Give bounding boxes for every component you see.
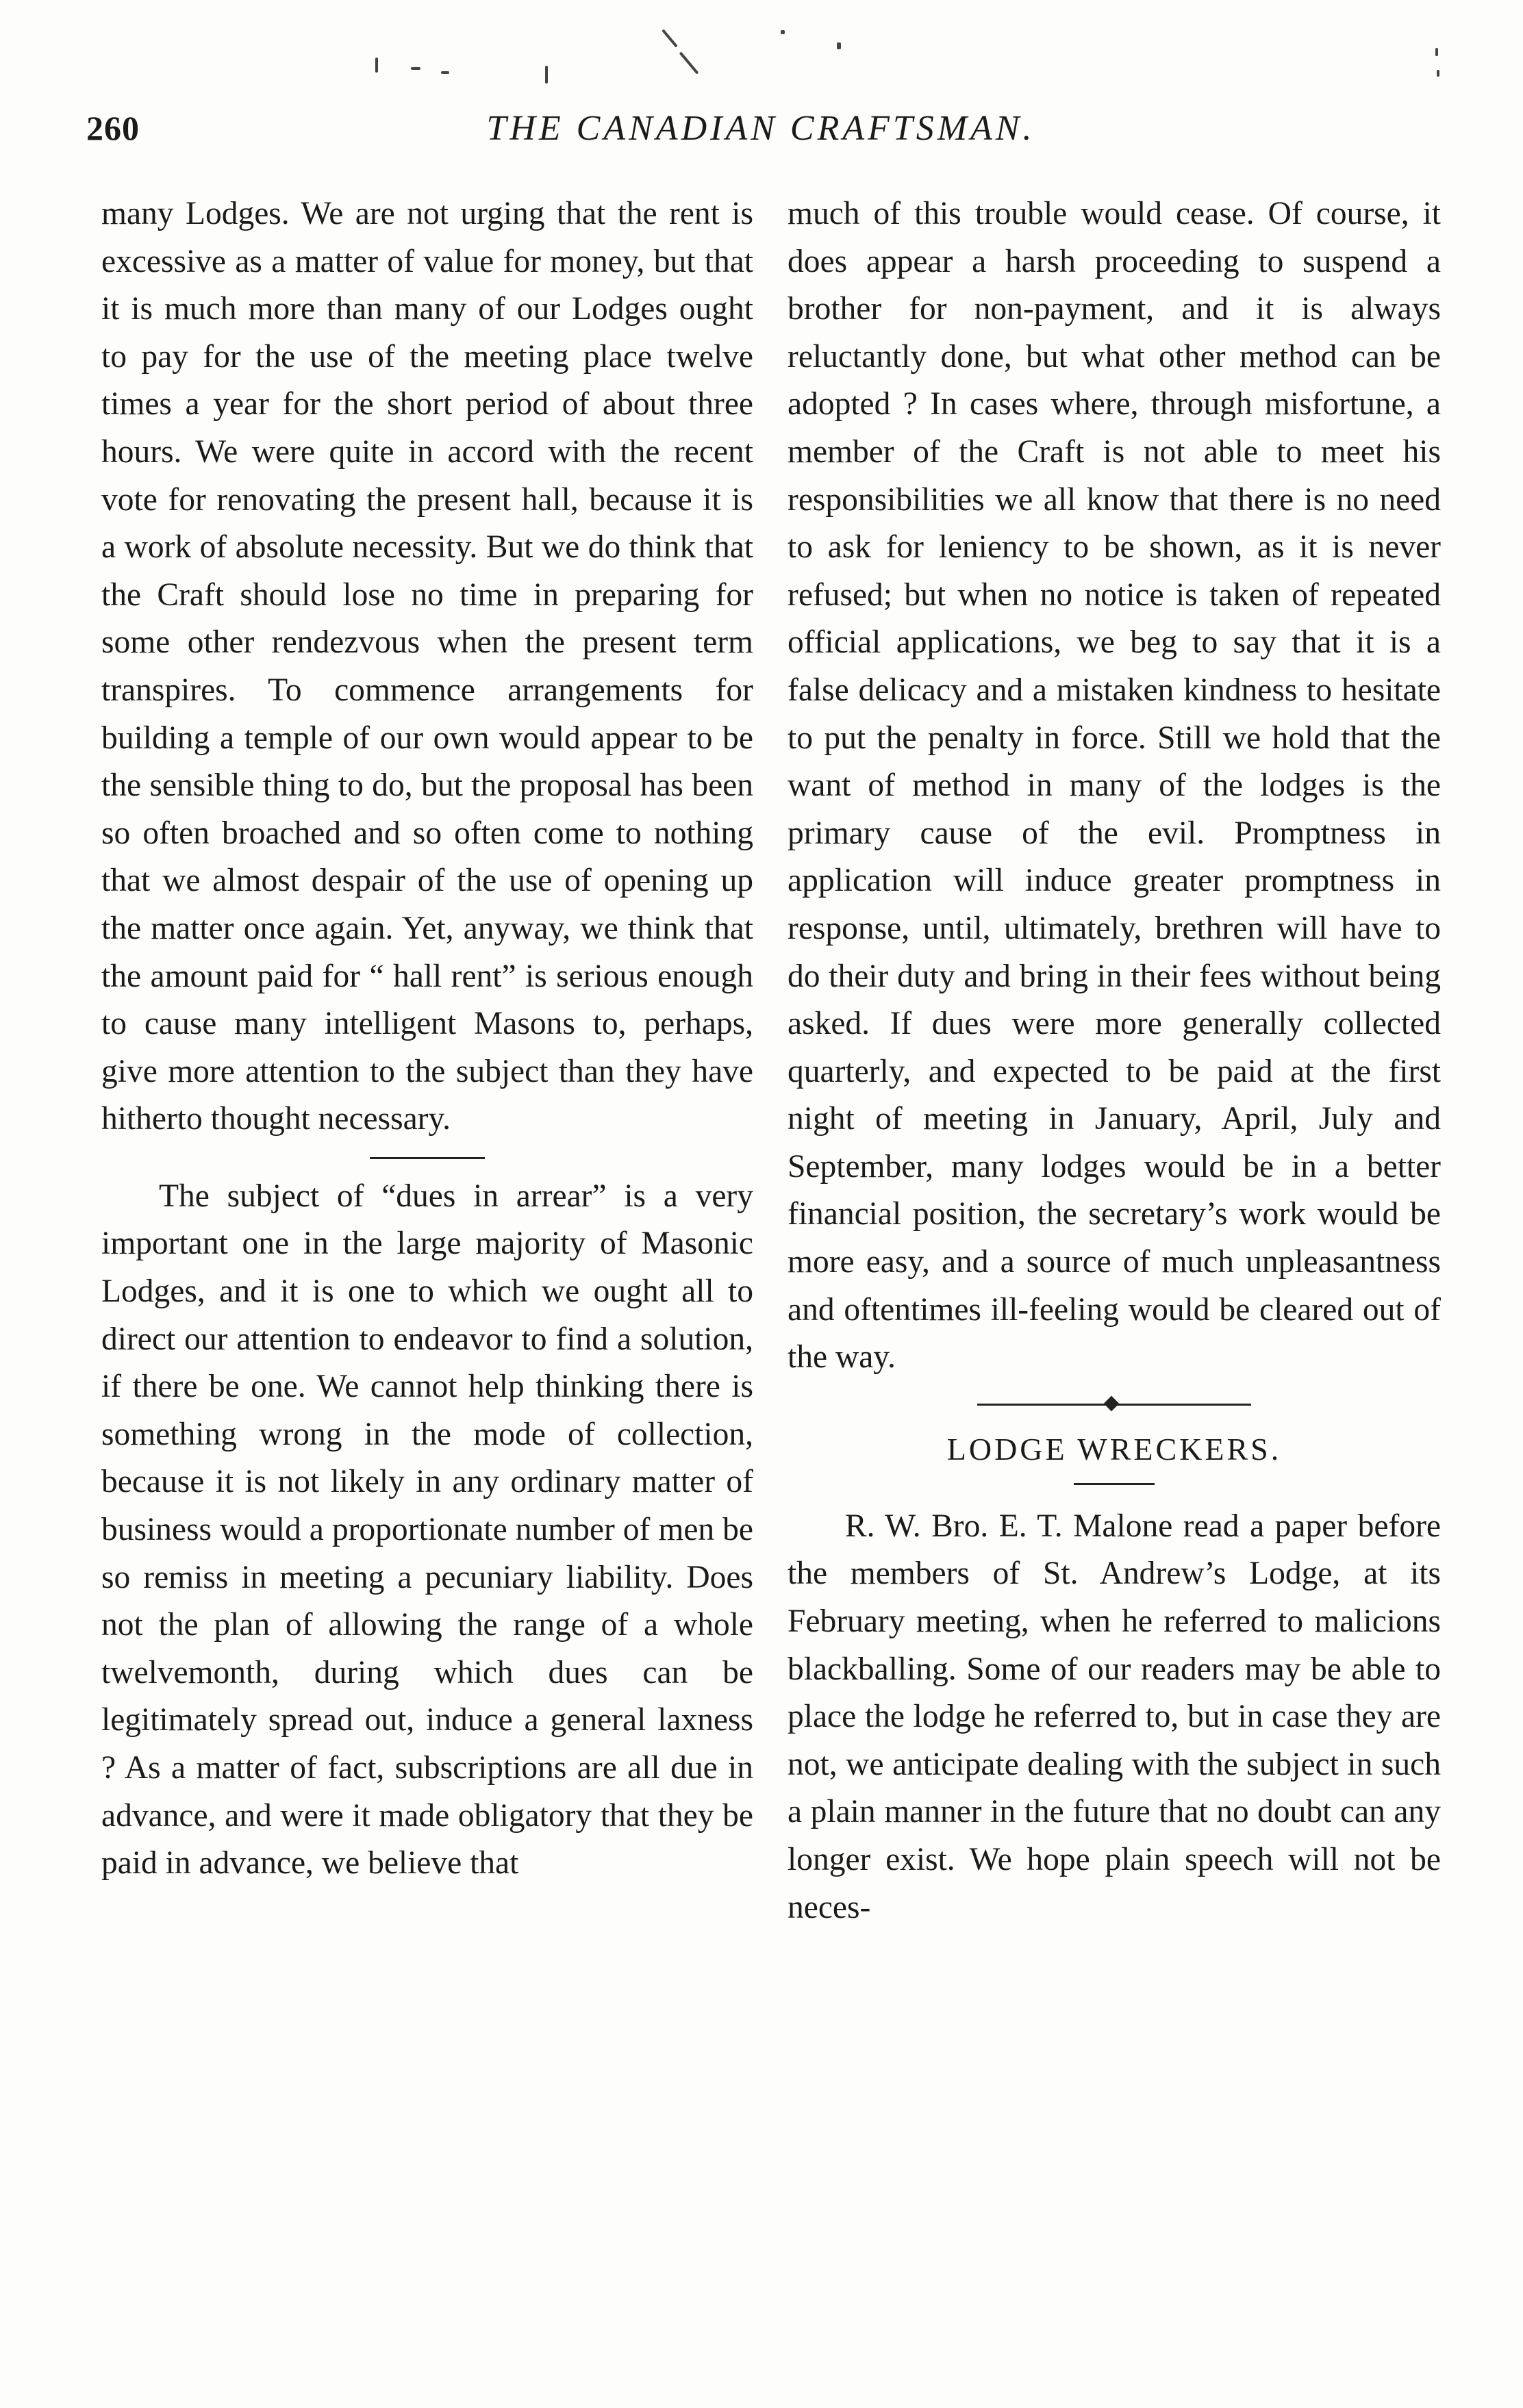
dues-continuation-paragraph: much of this trouble would cease. Of course, it does appear a harsh proceeding to suspend a brother for non-payment, and it is always reluctantly done, but what other method can be adopted ? In cases where, through misfortune, a member of the Craft is not able to meet his responsibilities we all know that there is no need to ask for leniency to be shown, as it is never refused; but when no notice is taken of repeated official applications, we beg to say that it is a false delicacy and a mistaken kindness to hesitate to put the penalty in force. Still we hold that the want of method in many of the lodges is the primary cause of the evil. Promptness in application will induce greater promptness in response, until, ultimately, brethren will have to do their duty and bring in their fees without being asked. If dues were more generally collected quarterly, and expected to be paid at the first night of meeting in January, April, July and September, many lodges would be in a better financial position, the secretary’s work would be more easy, and a source of much unpleasantness and oftentimes ill-feeling would be cleared out of the way. bbox=[788, 196, 1441, 1376]
section-heading-lodge-wreckers: LODGE WRECKERS. bbox=[946, 1431, 1282, 1467]
scan-speck bbox=[1437, 70, 1439, 77]
scan-speck bbox=[662, 29, 678, 47]
scan-speck bbox=[1435, 48, 1438, 56]
page-number: 260 bbox=[86, 109, 140, 147]
scan-speck bbox=[679, 51, 699, 74]
scan-speck bbox=[545, 66, 548, 84]
running-title: THE CANADIAN CRAFTSMAN. bbox=[486, 109, 1035, 148]
scan-speck bbox=[837, 42, 841, 49]
scan-speck bbox=[375, 58, 378, 73]
left-column bbox=[101, 190, 753, 1888]
page-header bbox=[86, 108, 1435, 163]
lodge-wreckers-paragraph: R. W. Bro. E. T. Malone read a paper before the members of St. Andrew’s Lodge, at its February meeting, when he referred to malicions blackballing. Some of our readers may be able to place the lodge he referred to, but in case they are not, we anticipate dealing with the subject in such a plain manner in the future that no doubt can any longer exist. We hope plain speech will not be neces- bbox=[788, 1508, 1441, 1925]
dues-in-arrear-paragraph: The subject of “dues in arrear” is a very important one in the large majority of Masonic Lodges, and it is one to which we ought all to direct our attention to endeavor to find a solution, if there be one. We cannot help thinking there is something wrong in the mode of collection, because it is not likely in any ordinary matter of business would a proportionate number of men be so remiss in meeting a pecuniary liability. Does not the plan of allowing the range of a whole twelvemonth, during which dues can be legitimately spread out, induce a general laxness ? As a matter of fact, subscriptions are all due in advance, and were it made obligatory that they be paid in advance, we believe that bbox=[101, 1178, 753, 1881]
ornament-diamond-icon bbox=[1104, 1396, 1120, 1412]
ornamental-divider bbox=[977, 1398, 1251, 1410]
scan-speck bbox=[441, 71, 449, 74]
scan-speck bbox=[781, 30, 785, 34]
hall-rent-paragraph: many Lodges. We are not urging that the rent is excessive as a matter of value for money, but that it is much more than many of our Lodges ought to pay for the use of the meeting place twelve times a year for the short period of about three hours. We were quite in accord with the recent vote for renovating the present hall, because it is a work of absolute necessity. But we do think that the Craft should lose no time in preparing for some other rendezvous when the present term transpires. To commence arrangements for building a temple of our own would appear to be the sensible thing to do, but the proposal has been so often broached and so often come to nothing that we almost despair of the use of opening up the matter once again. Yet, anyway, we think that the amount paid for “ hall rent” is serious enough to cause many intelligent Masons to, perhaps, give more attention to the subject than they have hitherto thought necessary. bbox=[101, 196, 753, 1137]
heading-underline bbox=[1074, 1483, 1155, 1485]
section-divider bbox=[370, 1157, 485, 1159]
right-column bbox=[788, 190, 1441, 1931]
scan-speck bbox=[411, 67, 420, 70]
